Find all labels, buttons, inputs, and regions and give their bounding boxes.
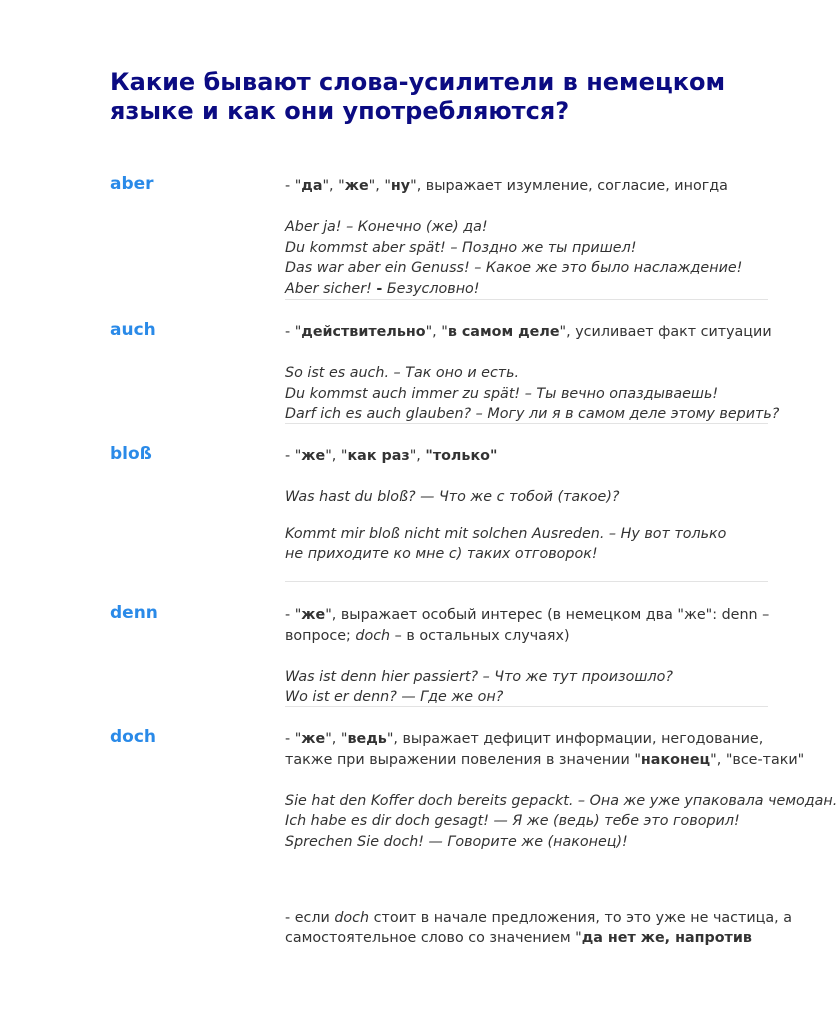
example: Was hast du bloß? — Что же с тобой (такое)? xyxy=(285,489,620,506)
definition-body xyxy=(285,446,768,565)
note: самостоятельное слово со значением "да нет же, напротив xyxy=(285,930,752,947)
divider xyxy=(285,423,768,424)
term-auch[interactable]: auch xyxy=(110,320,156,340)
example: So ist es auch. – Так оно и есть. xyxy=(285,365,520,382)
divider xyxy=(285,706,768,707)
definition: вопросе; doch – в остальных случаях) xyxy=(285,627,570,644)
term-bloss[interactable]: bloß xyxy=(110,444,152,464)
example: Du kommst aber spät! – Поздно же ты пришел! xyxy=(285,239,637,256)
definition: также при выражении повеления в значении "наконец", "все-таки" xyxy=(285,751,805,768)
example: Kommt mir bloß nicht mit solchen Ausreden. – Ну вот только xyxy=(285,525,727,542)
example: Wo ist er denn? — Где же он? xyxy=(285,689,504,706)
definition: - "же", "как раз", "только" xyxy=(285,448,498,464)
divider xyxy=(285,581,768,582)
example: Was ist denn hier passiert? – Что же тут произошло? xyxy=(285,668,673,685)
definition-body xyxy=(285,176,768,300)
definition-body xyxy=(285,322,780,425)
example: Du kommst auch immer zu spät! – Ты вечно опаздываешь! xyxy=(285,385,719,402)
definition: - "действительно", "в самом деле", усиливает факт ситуации xyxy=(285,324,772,340)
example: Ich habe es dir doch gesagt! — Я же (ведь) тебе это говорил! xyxy=(285,813,740,830)
example: не приходите ко мне с) таких отговорок! xyxy=(285,546,598,563)
definition-body xyxy=(285,729,837,949)
note: - если doch стоит в начале предложения, то это уже не частица, а xyxy=(285,909,792,926)
example: Sprechen Sie doch! — Говорите же (наконец)! xyxy=(285,833,628,850)
example: Aber sicher! - Безусловно! xyxy=(285,280,480,297)
page-title: Какие бывают слова-усилители в немецком языке и как они употребляются? xyxy=(110,68,726,125)
example: Darf ich es auch glauben? – Могу ли я в самом деле этому верить? xyxy=(285,406,780,423)
divider xyxy=(285,299,768,300)
term-aber[interactable]: aber xyxy=(110,174,154,194)
example: Das war aber ein Genuss! – Какое же это было наслаждение! xyxy=(285,260,743,277)
term-doch[interactable]: doch xyxy=(110,727,157,747)
example: Sie hat den Koffer doch bereits gepackt. – Она же уже упаковала чемодан. xyxy=(285,792,837,809)
definition: - "же", "ведь", выражает дефицит информации, негодование, xyxy=(285,731,764,747)
definition: - "да", "же", "ну", выражает изумление, согласие, иногда xyxy=(285,178,728,194)
term-denn[interactable]: denn xyxy=(110,603,158,623)
example: Aber ja! – Конечно (же) да! xyxy=(285,219,488,236)
definition: - "же", выражает особый интерес (в немецком два "же": denn – xyxy=(285,607,770,623)
definition-body xyxy=(285,605,768,708)
